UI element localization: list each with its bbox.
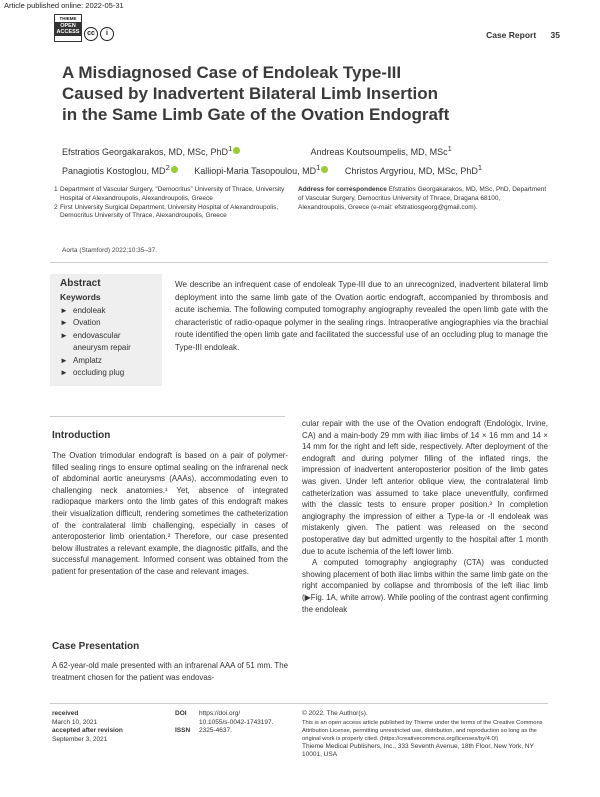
license-text: This is an open access article published by Thieme under the terms of the Creative Commons Attribution License, permitting unrestricted use, distribution, and reproduction so long as the original work is properly cited. (https://creativecommons.org/licenses/by/4.0/) (302, 719, 543, 742)
affiliations (54, 186, 294, 221)
affiliation-text: First University Surgical Department, University Hospital of Alexandroupolis, Democritus University of Thrace, Alexandroupolis, Greece (60, 203, 279, 220)
title-line: in the Same Limb Gate of the Ovation Endograft (62, 105, 450, 124)
author-name: Kalliopi-Maria Tasopoulou, MD (194, 166, 317, 176)
license-icons (84, 22, 116, 41)
author-name: Andreas Koutsoumpelis, MD, MSc (310, 147, 448, 157)
column-divider (50, 416, 285, 417)
keyword-item: ► Amplatz (60, 355, 102, 365)
title-line: A Misdiagnosed Case of Endoleak Type-III (62, 63, 402, 82)
keywords-heading: Keywords (60, 292, 101, 302)
copyright: © 2022. The Author(s). (302, 710, 368, 717)
keyword-item: aneurysm repair (73, 343, 131, 353)
introduction-heading: Introduction (52, 430, 111, 441)
journal-citation: Aorta (Stamford) 2022;10:35–37. (62, 247, 158, 254)
paragraph: A computed tomography angiography (CTA) was conducted showing placement of both iliac limbs within the same limb gate on the right accompanied by collapse and thrombosis of the left iliac limb (▶Fig. 1A, white arrow). While pooling of the contrast agent confirming the endoleak (302, 558, 548, 614)
affiliation-text: Department of Vascular Surgery, “Democritus” University of Thrace, University Hospital of Alexandroupolis, Alexandroupolis, Greece (60, 186, 285, 202)
case-presentation-heading: Case Presentation (52, 641, 140, 652)
author-affiliation-sup: 2 (165, 163, 170, 172)
affiliation-number: 1 (54, 186, 58, 193)
paragraph: cular repair with the use of the Ovation endograft (Endologix, Irvine, CA) and a main-body 29 mm with iliac limbs of 14 × 16 mm and 14 × 14 mm for the right and left side, respectively. After deployment of the endograft and during polymer filling of the inflated rings, the impression of inadvertent anteroposterior position of the limb gates was given. Under left anterior oblique view, the contralateral limb catheterization was assumed to take place uneventfully, confirmed with the classic tests to ensure proper position.³ In completion angiography the impression of either a Type-Ia or -II endoleak was mistakenly given. The patient was released on the second postoperative day but admitted urgently to the hospital after 1 month due to acute ischemia of the left lower limb. (302, 419, 548, 556)
keyword-item: ► Ovation (60, 318, 101, 328)
issn-value: 2325-4637. (199, 727, 232, 735)
correspondence-block (298, 186, 548, 212)
author-affiliation-sup: 1 (228, 144, 233, 153)
author-list (62, 141, 542, 179)
date-value: March 10, 2021 (52, 718, 98, 726)
doi-label: DOI (175, 710, 187, 717)
abstract-heading: Abstract (60, 278, 101, 289)
publisher-address: Thieme Medical Publishers, Inc., 333 Seventh Avenue, 18th Floor, New York, NY 10001, USA (302, 742, 534, 759)
author-name: Panagiotis Kostoglou, MD (62, 166, 166, 176)
running-header (474, 30, 560, 40)
affiliation-number: 2 (54, 203, 58, 211)
title-line: Caused by Inadvertent Bilateral Limb Insertion (62, 84, 438, 103)
keyword-item: ► endoleak (60, 306, 106, 315)
cc-icon: cc (84, 27, 98, 41)
thieme-open-access-logo (54, 14, 82, 42)
date-label: accepted after revision (52, 727, 123, 735)
article-title (62, 62, 542, 125)
logo-bottom-text: OPEN ACCESS (56, 23, 80, 35)
author-affiliation-sup: 1 (477, 163, 483, 172)
issn-label: ISSN (175, 727, 191, 735)
keyword-list (60, 305, 131, 379)
author-name: Christos Argyriou, MD, MSc, PhD (344, 166, 478, 176)
license-footer (302, 710, 548, 760)
doi-value: 10.1055/s-0042-1743197. (199, 718, 274, 726)
orcid-icon[interactable] (233, 147, 240, 154)
author-affiliation-sup: 1 (316, 163, 321, 172)
date-label: received (52, 710, 79, 717)
introduction-text: The Ovation trimodular endograft is based on a pair of polymer-filled sealing rings to ensure optimal sealing on the infrarenal neck of abdominal aortic aneurysms (AAAs), accommodating even to challenging neck anatomies.¹ Yet, absence of integrated radiopaque markers onto the limb gates of this endograft makes their visualization difficult, rendering sometimes the catheterization of the contralateral limb challenging, especially in cases of anteroposterior limb orientation.² Therefore, our case presented below illustrates a relevant example, the diagnostic pitfalls, and the successful management. Informed consent was obtained from the patient for presentation of the case and relevant images. (52, 451, 288, 576)
case-presentation-text: A 62-year-old male presented with an infrarenal AAA of 51 mm. The treatment chosen for the patient was endovas- (52, 661, 288, 682)
section-label: Case Report (486, 30, 537, 40)
article-identifiers (175, 710, 295, 736)
article-dates (52, 710, 172, 744)
orcid-icon[interactable] (321, 166, 328, 173)
author-affiliation-sup: 1 (447, 144, 452, 153)
publication-date-line: Article published online: 2022-05-31 (4, 1, 124, 10)
correspondence-label: Address for correspondence (298, 186, 387, 193)
logo-top-text: THIEME (59, 16, 77, 21)
section-divider (50, 262, 548, 263)
author-name: Efstratios Georgakarakos, MD, MSc, PhD (62, 147, 229, 157)
footer-divider (50, 703, 548, 704)
right-column-text (302, 418, 548, 615)
abstract-text: We describe an infrequent case of endoleak Type-III due to an unrecognized, inadvertent bilateral limb deployment into the same limb gate of the Ovation aortic endograft, accompanied by thrombosis and acute ischemia. The following computed tomography angiography revealed the open limb gate with the characteristic of radio-opaque polymer in the sealing rings. Intraoperative angiographies via the brachial route identified the open limb gate and facilitated the successful use of an occluding plug to manage the Type-III endoleak. (175, 280, 548, 352)
date-value: September 3, 2021 (52, 735, 108, 743)
orcid-icon[interactable] (171, 166, 178, 173)
by-icon: i (100, 27, 114, 41)
page-number: 35 (550, 30, 560, 40)
doi-link[interactable]: https://doi.org/ (199, 710, 241, 717)
keyword-item: ► endovascular (60, 330, 121, 340)
correspondence-text: Efstratios Georgakarakos, MD, MSc, PhD, Department of Vascular Surgery, Democritus University of Thrace, Dragana 68100, Alexandroupolis, Greece (e-mail: efstratiosgeorg@gmail.com). (298, 186, 547, 211)
keyword-item: ► occluding plug (60, 368, 125, 378)
